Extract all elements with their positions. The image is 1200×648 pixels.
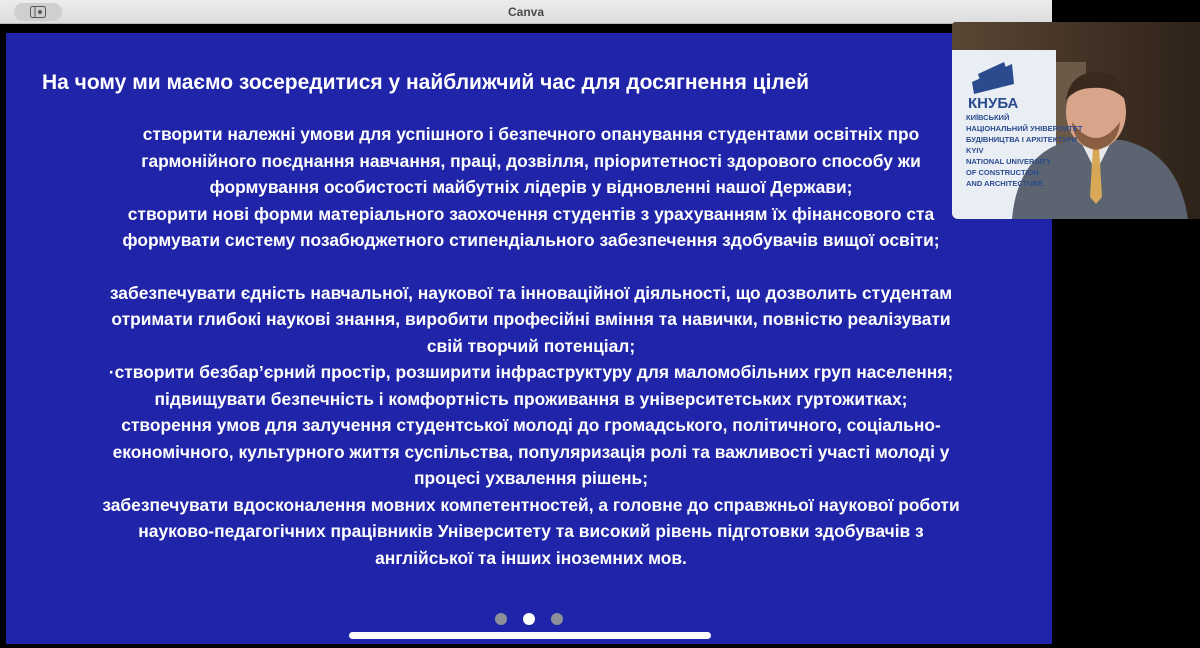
- video-caption-line: NATIONAL UNIVERSITY: [966, 157, 1052, 166]
- video-caption-line: KYIV: [966, 146, 984, 155]
- slide-body: [26, 121, 1036, 571]
- slide-line: гармонійного поєднання навчання, праці, дозвілля, пріоритетності здорового способу жи: [141, 150, 921, 171]
- slide-line: економічного, культурного життя суспільства, популяризація ролі та важливості участі молоді у: [112, 441, 950, 462]
- slide-line-spacer: [26, 254, 1036, 280]
- presentation-stage: [0, 25, 1052, 648]
- window-titlebar: [0, 0, 1052, 24]
- video-caption-line: БУДІВНИЦТВА І АРХІТЕКТУРИ: [966, 135, 1078, 144]
- screen-edge: [1052, 219, 1200, 648]
- slide-line: отримати глибокі наукові знання, виробити професійні вміння та навички, повністю реалізувати: [111, 309, 951, 329]
- slide-title: На чому ми маємо зосередитися у найближчий час для досягнення цілей: [42, 71, 810, 94]
- slide-line: забезпечувати єдність навчальної, наукової та інноваційної діяльності, що дозволить студентам: [109, 282, 953, 303]
- home-indicator[interactable]: [349, 632, 711, 639]
- video-caption-line: КИЇВСЬКИЙ: [966, 113, 1010, 122]
- slide-line: свій творчий потенціал;: [426, 335, 636, 356]
- slide-line: формування особистості майбутніх лідерів у відновленні нашої Держави;: [209, 177, 853, 197]
- slide-line: формувати систему позабюджетного стипендіального забезпечення здобувачів вищої освіти;: [122, 230, 940, 250]
- pagination-dot-active[interactable]: [523, 613, 535, 625]
- slide-line: англійської та інших іноземних мов.: [375, 547, 687, 568]
- slide-line: ·створити безбар’єрний простір, розширити інфраструктуру для маломобільних груп населення;: [108, 362, 954, 382]
- window-title: Canva: [507, 5, 545, 19]
- video-caption-line: AND ARCHITECTURE: [966, 179, 1044, 188]
- slide-line: створити нові форми матеріального заохочення студентів з урахуванням їх фінансового ста: [127, 203, 935, 224]
- video-caption-line: НАЦІОНАЛЬНИЙ УНІВЕРСИТЕТ: [966, 124, 1083, 133]
- video-caption-line: OF CONSTRUCTION: [966, 168, 1039, 177]
- slide-line: процесі ухвалення рішень;: [414, 468, 648, 488]
- screen-edge: [1052, 0, 1200, 22]
- pagination-dot[interactable]: [495, 613, 507, 625]
- participant-video[interactable]: [952, 22, 1200, 219]
- slide-line: створення умов для залучення студентської молоді до громадського, політичного, соціально-: [121, 415, 941, 435]
- video-logo-text: КНУБА: [968, 95, 1019, 112]
- participant-video-frame: [952, 22, 1200, 219]
- slide-line: створити належні умови для успішного і безпечного опанування студентами освітніх про: [142, 124, 920, 144]
- pagination-dot[interactable]: [551, 613, 563, 625]
- slide-line: науково-педагогічних працівників Університету та високий рівень підготовки здобувачів з: [138, 521, 924, 541]
- slide-line: забезпечувати вдосконалення мовних компетентностей, а головне до справжньої наукової роботи: [102, 494, 960, 515]
- slide[interactable]: [6, 33, 1052, 644]
- slide-pagination: [0, 613, 1052, 625]
- slide-line: підвищувати безпечність і комфортність проживання в університетських гуртожитках;: [154, 388, 908, 409]
